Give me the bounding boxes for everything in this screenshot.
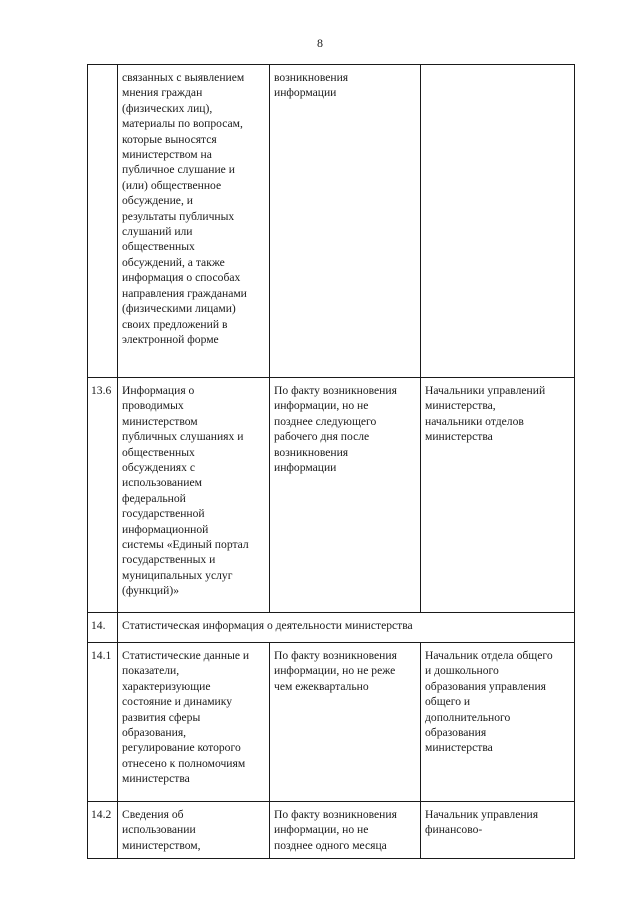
information-name: связанных с выявлением мнения граждан (физических лиц), материалы по вопросам, которые выносятся министерством на публичное слушание и (или) общественное обсуждение, и результаты публичных слушаний или общественных обсуждений, а также информация о способах направления гражданами (физическими лицами) своих предложений в электронной форме xyxy=(118,65,270,378)
publication-period: По факту возникновения информации, но не реже чем ежеквартально xyxy=(270,643,421,802)
publication-period: По факту возникновения информации, но не позднее одного месяца xyxy=(270,802,421,859)
information-name: Сведения об использовании министерством, xyxy=(118,802,270,859)
section-title: Статистическая информация о деятельности министерства xyxy=(118,613,575,643)
responsible-person: Начальник отдела общего и дошкольного образования управления общего и дополнительного образования министерства xyxy=(421,643,575,802)
row-number: 14.2 xyxy=(88,802,118,859)
responsible-person: Начальник управления финансово- xyxy=(421,802,575,859)
section-row xyxy=(88,613,575,643)
page-number: 8 xyxy=(317,36,323,50)
table-row xyxy=(88,802,575,859)
row-number: 14.1 xyxy=(88,643,118,802)
section-number: 14. xyxy=(88,613,118,643)
information-table xyxy=(87,64,575,859)
publication-period: возникновения информации xyxy=(270,65,421,378)
responsible-person xyxy=(421,65,575,378)
row-number xyxy=(88,65,118,378)
information-name: Статистические данные и показатели, характеризующие состояние и динамику развития сферы образования, регулирование которого отнесено к полномочиям министерства xyxy=(118,643,270,802)
table-row xyxy=(88,643,575,802)
row-number: 13.6 xyxy=(88,378,118,613)
information-name: Информация о проводимых министерством публичных слушаниях и общественных обсуждениях с использованием федеральной государственной информационной системы «Единый портал государственных и муниципальных услуг (функций)» xyxy=(118,378,270,613)
publication-period: По факту возникновения информации, но не позднее следующего рабочего дня после возникновения информации xyxy=(270,378,421,613)
responsible-person: Начальники управлений министерства, начальники отделов министерства xyxy=(421,378,575,613)
table-row xyxy=(88,65,575,378)
table-row xyxy=(88,378,575,613)
